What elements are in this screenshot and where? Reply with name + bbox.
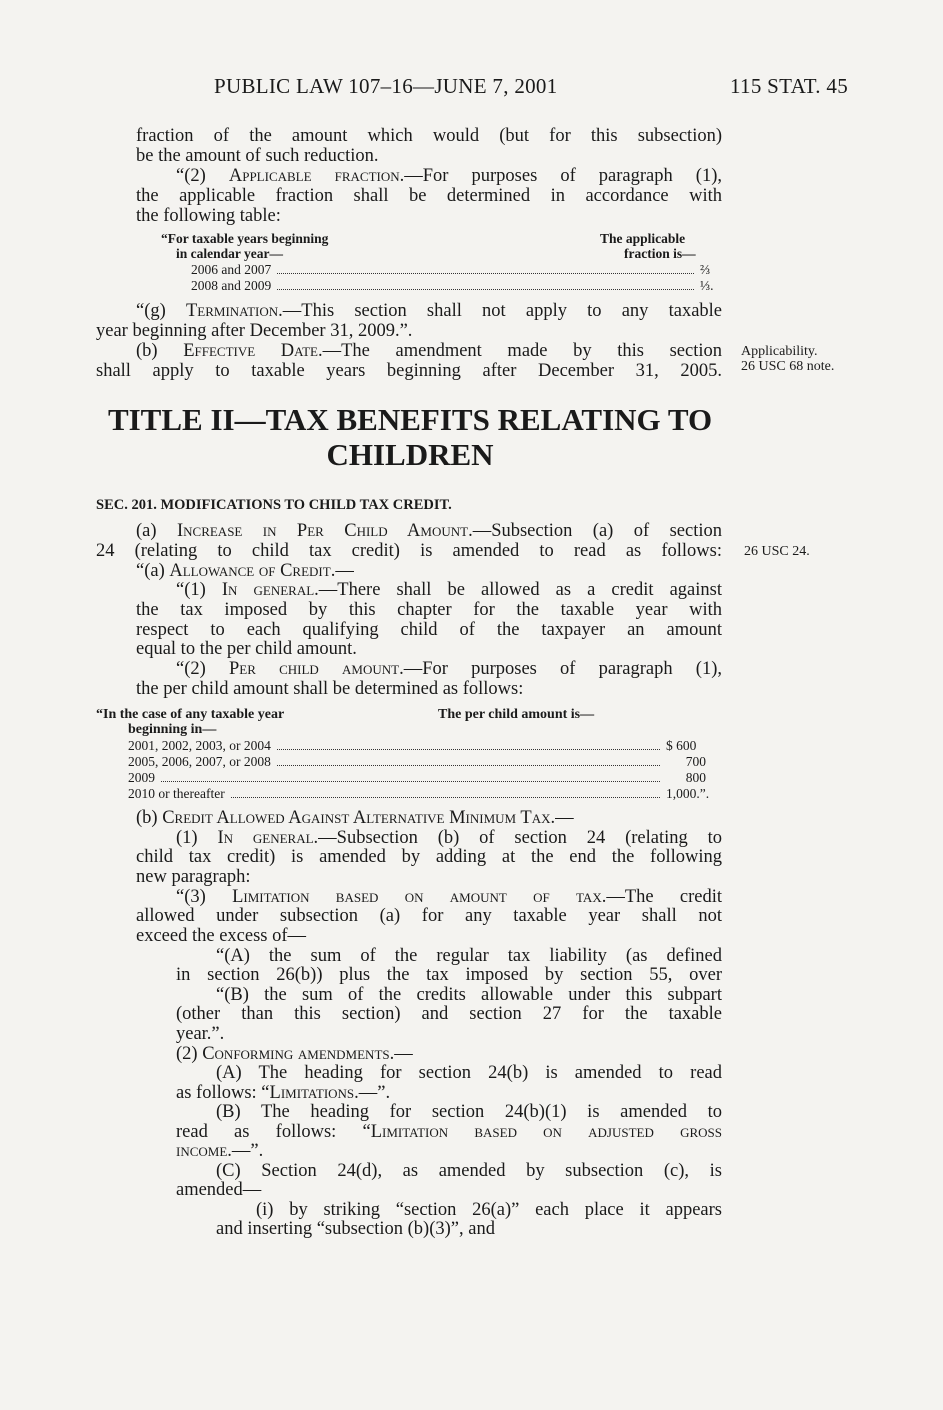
margin-note: 26 USC 68 note. xyxy=(741,359,835,374)
paragraph-credit-allowed xyxy=(136,808,574,828)
text-line: (A) The heading for section 24(b) is amended to read xyxy=(216,1063,722,1083)
table-cell-label: 2006 and 2007 xyxy=(191,262,272,277)
text-span: Limitation based on adjusted gross xyxy=(370,1122,722,1142)
para-text: .—There shall be allowed as a credit against xyxy=(314,580,723,600)
text-line: and inserting “subsection (b)(3)”, and xyxy=(216,1219,495,1239)
table-cell-label: 2001, 2002, 2003, or 2004 xyxy=(128,738,271,753)
table-cell-label: 2010 or thereafter xyxy=(128,786,225,801)
text-span: Limitations xyxy=(269,1083,355,1103)
table-cell-label: 2005, 2006, 2007, or 2008 xyxy=(128,754,271,769)
para-text: .—The amendment made by this section xyxy=(318,341,722,361)
text-line: the applicable fraction shall be determined in accordance with xyxy=(136,186,722,206)
para-heading: In general xyxy=(221,580,315,600)
para-number: “(g) xyxy=(136,301,166,321)
para-number: “(2) xyxy=(176,659,206,679)
text-line: in section 26(b)) plus the tax imposed by section 55, over xyxy=(176,965,722,985)
para-heading: Allowance of Credit xyxy=(169,561,331,581)
table-row xyxy=(128,770,722,786)
text-line: “(A) the sum of the regular tax liability (as defined xyxy=(216,946,722,966)
text-line xyxy=(176,1122,722,1142)
text-line xyxy=(176,1141,263,1161)
paragraph-in-general-b1 xyxy=(176,828,722,848)
para-text: .—Subsection (b) of section 24 (relating to xyxy=(313,828,722,848)
para-number: “(2) xyxy=(176,166,206,186)
para-heading: In general xyxy=(217,828,314,848)
text-line: “(B) the sum of the credits allowable under this subpart xyxy=(216,985,722,1005)
text-line: shall apply to taxable years beginning after December 31, 2005. xyxy=(96,361,722,381)
text-line: the tax imposed by this chapter for the taxable year with xyxy=(136,600,722,620)
para-text: .—This section shall not apply to any taxable xyxy=(278,301,723,321)
para-heading: Conforming amendments xyxy=(202,1044,390,1064)
paragraph-per-child-amount xyxy=(176,659,722,679)
paragraph-limitation xyxy=(176,887,722,907)
table-cell-value: ⅔ xyxy=(700,262,711,277)
running-head: PUBLIC LAW 107–16—JUNE 7, 2001 xyxy=(214,74,558,98)
text-line: new paragraph: xyxy=(136,867,251,887)
section-heading: SEC. 201. MODIFICATIONS TO CHILD TAX CREDIT. xyxy=(96,497,452,513)
table-row xyxy=(191,278,722,294)
para-number: (b) xyxy=(136,341,158,361)
table-cell-value: 1,000.”. xyxy=(666,786,710,801)
table-cell-value: ⅓. xyxy=(700,278,714,293)
para-number: “(3) xyxy=(176,887,206,907)
text-line: (C) Section 24(d), as amended by subsection (c), is xyxy=(216,1161,722,1181)
para-heading: Limitation based on amount of tax xyxy=(232,887,602,907)
text-line: amended— xyxy=(176,1180,262,1200)
text-line: allowed under subsection (a) for any taxable year shall not xyxy=(136,906,722,926)
margin-note: Applicability. xyxy=(741,344,818,359)
text-span: .—”. xyxy=(227,1141,264,1161)
para-text: .—Subsection (a) of section xyxy=(468,521,722,541)
text-span: income xyxy=(176,1141,228,1161)
para-heading: Effective Date xyxy=(183,341,318,361)
text-line: be the amount of such reduction. xyxy=(136,146,379,166)
para-number: “(a) xyxy=(136,561,165,581)
paragraph-termination xyxy=(136,301,722,321)
table-cell-value: 800 xyxy=(685,770,706,785)
text-line: respect to each qualifying child of the taxpayer an amount xyxy=(136,620,722,640)
paragraph-conforming xyxy=(176,1044,413,1064)
title-heading: TITLE II—TAX BENEFITS RELATING TO xyxy=(107,402,713,437)
table-row xyxy=(128,754,722,770)
para-number: (2) xyxy=(176,1044,198,1064)
title-heading: CHILDREN xyxy=(326,437,494,472)
text-span: as follows: “ xyxy=(176,1083,270,1103)
text-line: equal to the per child amount. xyxy=(136,639,357,659)
table-col-header: The per child amount is— xyxy=(438,707,595,722)
para-heading: Increase in Per Child Amount xyxy=(176,521,469,541)
para-number: (1) xyxy=(176,828,198,848)
table-row xyxy=(128,738,722,754)
paragraph-allowance xyxy=(136,561,354,581)
text-line: year beginning after December 31, 2009.”. xyxy=(96,321,413,341)
table-col-header: “In the case of any taxable year xyxy=(96,707,285,722)
table-cell-label: 2009 xyxy=(128,770,155,785)
paragraph-applicable-fraction xyxy=(176,166,722,186)
text-line xyxy=(176,1083,390,1103)
table-col-header: beginning in— xyxy=(128,722,217,737)
para-heading: Credit Allowed Against Alternative Minimum Tax xyxy=(162,808,551,828)
table-col-header: in calendar year— xyxy=(176,246,283,261)
page-reference: 115 STAT. 45 xyxy=(730,74,849,98)
text-line: the per child amount shall be determined as follows: xyxy=(136,679,524,699)
para-number: (b) xyxy=(136,808,158,828)
text-line: year.”. xyxy=(176,1024,225,1044)
para-text: .— xyxy=(389,1044,413,1064)
text-line: (other than this section) and section 27 for the taxable xyxy=(176,1004,722,1024)
table-cell-value: $ 600 xyxy=(666,738,697,753)
para-number: “(1) xyxy=(176,580,206,600)
paragraph-increase xyxy=(136,521,722,541)
text-line: 24 (relating to child tax credit) is amended to read as follows: xyxy=(96,541,722,561)
text-line: (i) by striking “section 26(a)” each place it appears xyxy=(256,1200,722,1220)
table-row xyxy=(128,786,722,802)
para-text: .—For purposes of paragraph (1), xyxy=(399,166,722,186)
table-col-header: fraction is— xyxy=(624,246,696,261)
text-line: fraction of the amount which would (but for this subsection) xyxy=(136,126,722,146)
table-cell-value: 700 xyxy=(685,754,706,769)
table-cell-label: 2008 and 2009 xyxy=(191,278,272,293)
para-text: .—The credit xyxy=(601,887,723,907)
table-row xyxy=(191,262,722,278)
text-line: exceed the excess of— xyxy=(136,926,307,946)
para-text: .—For purposes of paragraph (1), xyxy=(399,659,722,679)
text-line: the following table: xyxy=(136,206,281,226)
para-heading: Per child amount xyxy=(229,659,400,679)
margin-note: 26 USC 24. xyxy=(744,544,810,559)
table-col-header: “For taxable years beginning xyxy=(161,231,329,246)
para-text: .— xyxy=(330,561,354,581)
text-line: (B) The heading for section 24(b)(1) is amended to xyxy=(216,1102,722,1122)
para-text: .— xyxy=(550,808,574,828)
text-span: read as follows: “ xyxy=(176,1122,371,1142)
text-span: .—”. xyxy=(354,1083,391,1103)
table-col-header: The applicable xyxy=(600,231,686,246)
para-heading: Applicable fraction xyxy=(228,166,400,186)
paragraph-effective-date xyxy=(136,341,722,361)
para-heading: Termination xyxy=(185,301,279,321)
text-line: child tax credit) is amended by adding at the end the following xyxy=(136,847,722,867)
paragraph-in-general xyxy=(176,580,722,600)
para-number: (a) xyxy=(136,521,157,541)
